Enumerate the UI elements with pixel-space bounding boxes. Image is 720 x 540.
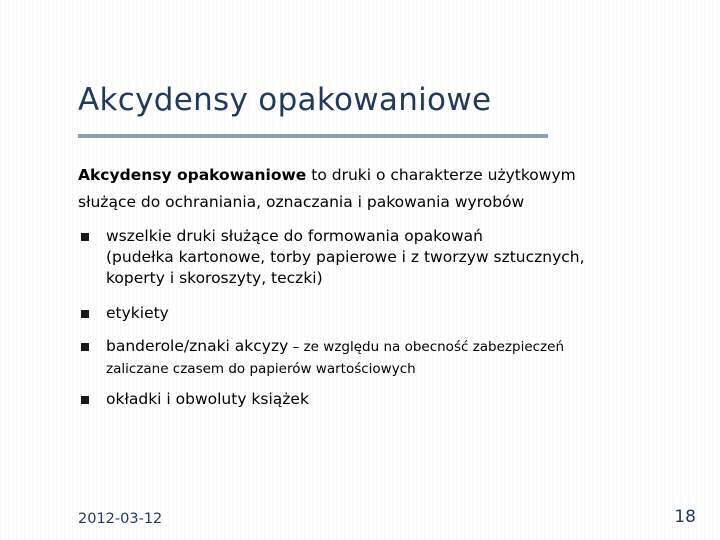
intro-text-line2: służące do ochraniania, oznaczania i pakowania wyrobów: [78, 193, 525, 211]
intro-paragraph: [78, 162, 698, 216]
title-underline: [78, 134, 548, 138]
footer-date: 2012-03-12: [78, 511, 163, 527]
bullet-text: wszelkie druki służące do formowania opakowań (pudełka kartonowe, torby papierowe i z tworzyw sztucznych, koperty i skoroszyty, teczki): [106, 227, 585, 287]
bullet-text: okładki i obwoluty książek: [106, 390, 309, 408]
square-bullet-icon: [81, 310, 89, 318]
bullet-text-block: [106, 336, 696, 380]
intro-text-line1: to druki o charakterze użytkowym: [306, 166, 576, 184]
page-number: 18: [674, 507, 696, 527]
bullet-text: etykiety: [106, 304, 169, 322]
intro-lead-term: Akcydensy opakowaniowe: [78, 166, 307, 184]
bullet-note-inline: – ze względu na obecność zabezpieczeń: [288, 339, 565, 355]
square-bullet-icon: [81, 233, 89, 241]
square-bullet-icon: [81, 396, 89, 404]
bullet-note-line2: zaliczane czasem do papierów wartościowych: [106, 361, 416, 377]
bullet-text: banderole/znaki akcyzy: [106, 337, 289, 355]
square-bullet-icon: [81, 343, 89, 351]
slide-title: Akcydensy opakowaniowe: [78, 82, 492, 118]
